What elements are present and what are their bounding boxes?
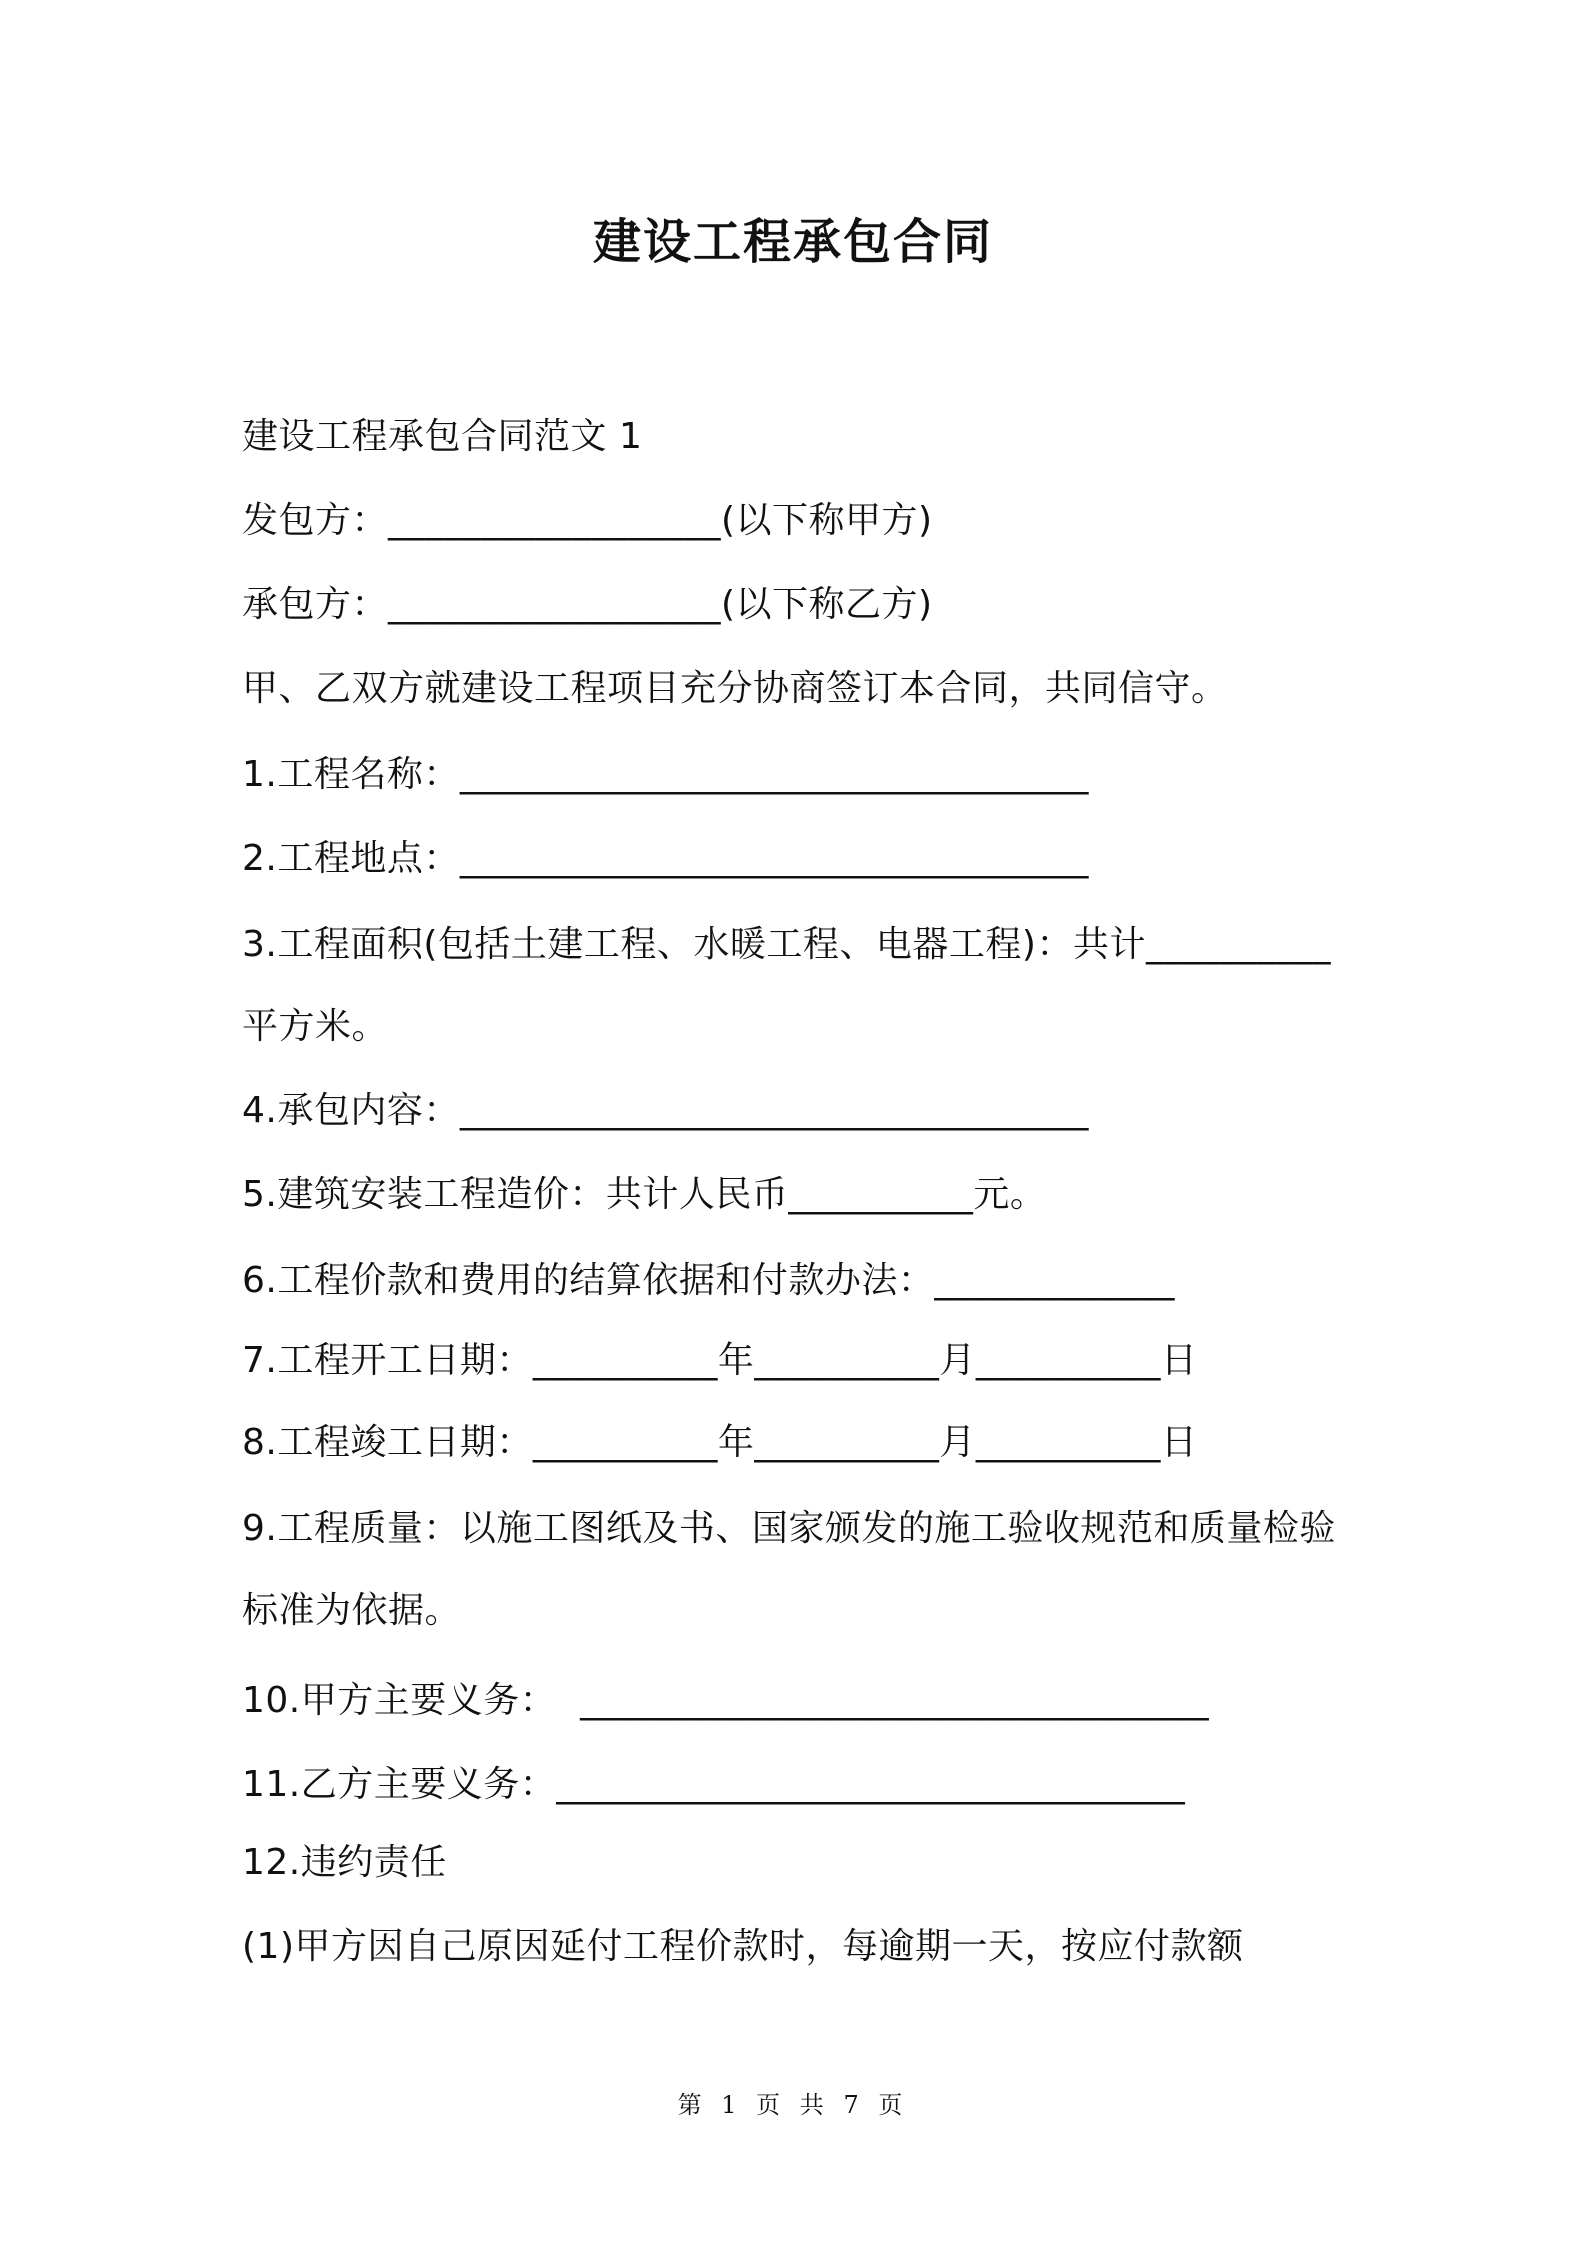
clause-project-name: 1.工程名称：__________________________________ xyxy=(242,754,1089,795)
clause-construction-cost: 5.建筑安装工程造价：共计人民币__________元。 xyxy=(242,1174,1047,1215)
clause-payment-method: 6.工程价款和费用的结算依据和付款办法：_____________ xyxy=(242,1260,1175,1301)
page-footer: 第 1 页 共 7 页 xyxy=(677,2091,909,2119)
clause-party-a-obligations: 10.甲方主要义务： __________________________________ xyxy=(242,1680,1210,1721)
document-title: 建设工程承包合同 xyxy=(592,214,993,270)
clause-project-location: 2.工程地点：__________________________________ xyxy=(242,838,1089,879)
clause-project-area: 3.工程面积(包括土建工程、水暖工程、电器工程)：共计__________ xyxy=(242,924,1331,965)
clause-start-date: 7.工程开工日期：__________年__________月__________日 xyxy=(242,1340,1198,1381)
clause-liability-item-1: (1)甲方因自己原因延付工程价款时，每逾期一天，按应付款额 xyxy=(242,1926,1244,1967)
agreement-statement: 甲、乙双方就建设工程项目充分协商签订本合同，共同信守。 xyxy=(242,668,1228,709)
party-b-line: 承包方：__________________(以下称乙方) xyxy=(242,584,933,625)
clause-quality: 9.工程质量：以施工图纸及书、国家颁发的施工验收规范和质量检验 xyxy=(242,1508,1336,1549)
clause-quality-continued: 标准为依据。 xyxy=(242,1590,462,1631)
clause-liability-heading: 12.违约责任 xyxy=(242,1842,447,1883)
clause-project-area-continued: 平方米。 xyxy=(242,1006,389,1047)
clause-contract-scope: 4.承包内容：__________________________________ xyxy=(242,1090,1089,1131)
party-a-line: 发包方：__________________(以下称甲方) xyxy=(242,500,933,541)
clause-party-b-obligations: 11.乙方主要义务：__________________________________ xyxy=(242,1764,1186,1805)
clause-completion-date: 8.工程竣工日期：__________年__________月__________日 xyxy=(242,1422,1198,1463)
section-heading: 建设工程承包合同范文 1 xyxy=(242,416,643,457)
